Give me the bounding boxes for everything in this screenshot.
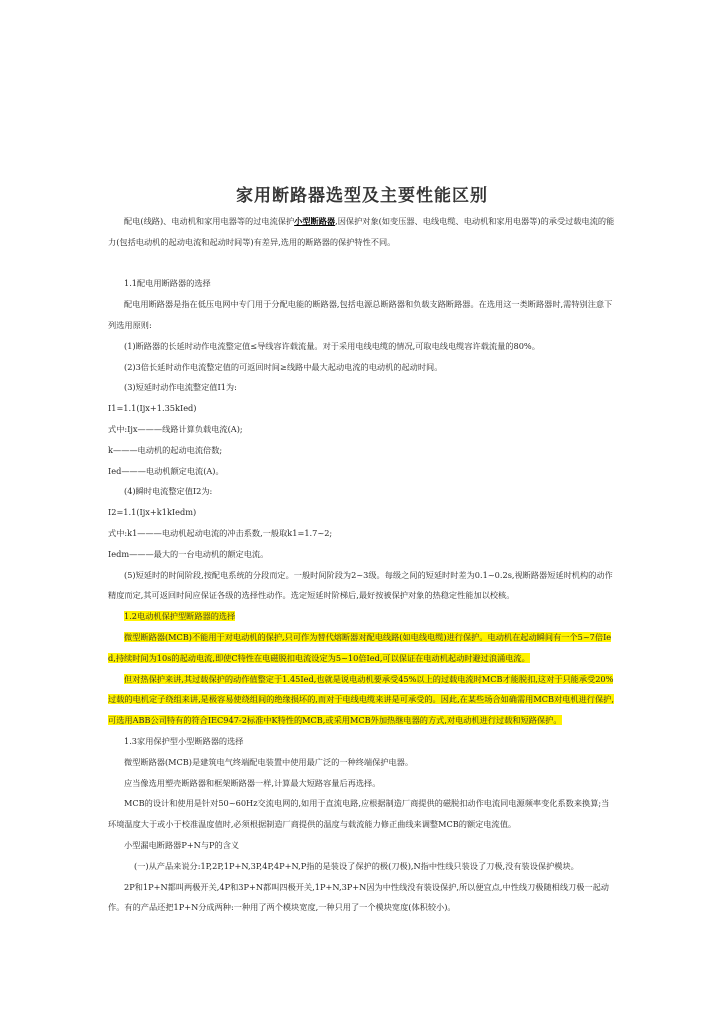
section-2-paragraph-1-text: 微型断路器(MCB)不能用于对电动机的保护,只可作为替代熔断器对配电线路(如电线电缆)进行保护。电动机在起动瞬间有一个5~7倍Ied,持续时间为10s的起动电流,即使C特性在电磁脱扣电流设定为5~10倍Ied,可以保证在电动机起动时避过浪涌电流。 [108,631,612,663]
section-2-heading-text: 1.2电动机保护型断路器的选择 [124,611,236,622]
formula-2-note-1: 式中:k1———电动机起动电流的冲击系数,一般取k1=1.7~2; [108,527,333,538]
section-1-item-1: (1)断路器的长延时动作电流整定值≤导线容许载流量。对于采用电线电缆的情况,可取电线电缆容许载流量的80%。 [124,340,540,351]
formula-1-note-1: 式中:Ijx———线路计算负载电流(A); [108,423,243,434]
section-2-paragraph-2 [108,669,616,731]
document-body [108,211,616,918]
section-2-paragraph-1 [108,627,616,669]
document-title: 家用断路器选型及主要性能区别 [236,186,488,206]
section-2-heading [108,606,616,627]
section-3-paragraph-4: 小型漏电断路器P+N与P的含义 [124,839,240,850]
section-1-heading: 1.1配电用断路器的选择 [124,278,211,289]
section-1-item-4: (4)瞬时电流整定值I2为: [124,486,213,497]
section-3-paragraph-2: 应当像选用塑壳断路器和框架断路器一样,计算最大短路容量后再选择。 [124,777,381,788]
formula-1-note-2: k———电动机的起动电流倍数; [108,444,223,455]
section-3-paragraph-5: (一)从产品来说分:1P,2P,1P+N,3P,4P,4P+N,P指的是装设了保护的极(刀极),N指中性线只装设了刀极,没有装设保护模块。 [134,860,579,871]
section-1-paragraph: 配电用断路器是指在低压电网中专门用于分配电能的断路器,包括电源总断路器和负载支路断路器。在选用这一类断路器时,需特别注意下列选用原则: [108,299,613,330]
section-2-paragraph-2-text: 但对热保护来讲,其过载保护的动作值整定于1.45Ied,也就是说电动机要承受45%以上的过载电流时MCB才能脱扣,这对于只能承受20%过载的电机定子绕组来讲,是极容易使绕组间的绝缘损坏的,而对于电线电缆来讲是可承受的。因此,在某些场合如确需用MCB对电机进行保护,可选用ABB公司特有的符合IEC947-2标准中K特性的MCB,或采用MCB外加热继电器的方式,对电动机进行过载和短路保护。 [108,673,614,726]
section-1-item-3: (3)短延时动作电流整定值I1为: [124,382,237,393]
section-3-paragraph-6: 2P和1P+N都叫两极开关,4P和3P+N都叫四极开关,1P+N,3P+N因为中性线没有装设保护,所以便宜点,中性线刀极随相线刀极一起动作。有的产品还把1P+N分成两种:一种用了两个模块宽度,一种只用了一个模块宽度(体积较小)。 [108,881,609,913]
section-3-paragraph-3: MCB的设计和使用是针对50~60Hz交流电网的,如用于直流电路,应根据制造厂商提供的磁脱扣动作电流同电源频率变化系数来换算;当环境温度大于或小于校准温度值时,必须根据制造厂商提供的温度与载流能力修正曲线来调整MCB的额定电流值。 [108,798,610,830]
formula-2: I2=1.1(Ijx+k1kIedm) [108,507,197,518]
spacer [108,253,616,274]
intro-text-rest: ,因保护对象(如变压器、电线电缆、电动机和家用电器等)的承受过载电流的能力(包括电动机的起动电流和起动时间等)有差异,选用的断路器的保护特性不同。 [108,216,615,247]
section-1-item-5: (5)短延时的时间阶段,按配电系统的分段而定。一般时间阶段为2~3级。每级之间的短延时时差为0.1~0.2s,视断路器短延时机构的动作精度而定,其可返回时间应保证各级的选择性动作。选定短延时阶梯后,最好按被保护对象的热稳定性能加以校核。 [108,569,613,601]
intro-text: 配电(线路)、电动机和家用电器等的过电流保护 [124,216,295,226]
formula-1: I1=1.1(Ijx+1.35kIed) [108,403,197,414]
section-3-heading: 1.3家用保护型小型断路器的选择 [124,735,244,746]
section-3-paragraph-1: 微型断路器(MCB)是建筑电气终端配电装置中使用最广泛的一种终端保护电器。 [124,756,414,767]
formula-2-note-2: Iedm———最大的一台电动机的额定电流。 [108,548,269,559]
mcb-link[interactable]: 小型断路器 [294,216,336,226]
formula-1-note-3: Ied———电动机额定电流(A)。 [108,465,224,476]
intro-paragraph [108,211,616,253]
section-1-item-2: (2)3倍长延时动作电流整定值的可返回时间≥线路中最大起动电流的电动机的起动时间。 [124,361,443,372]
